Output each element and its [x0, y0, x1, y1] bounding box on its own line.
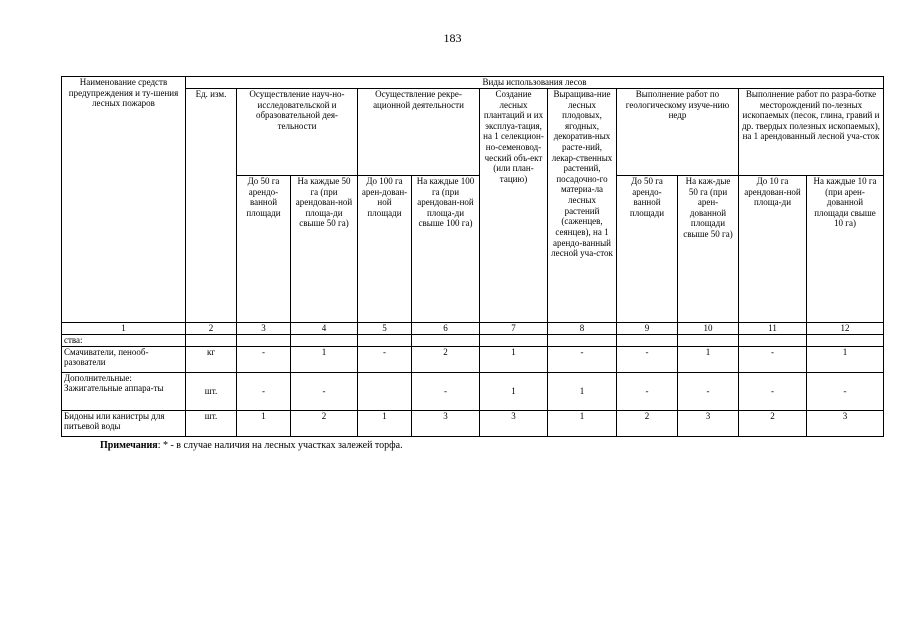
header-research-upto-50: До 50 га арендо-ванной площади [237, 176, 291, 323]
row-value: 3 [678, 410, 739, 436]
column-number: 12 [807, 323, 884, 335]
column-number: 7 [480, 323, 548, 335]
column-number: 3 [237, 323, 291, 335]
header-research-per-50: На каждые 50 га (при арендован-ной площа-ди свыше 50 га) [291, 176, 358, 323]
row-value: 1 [548, 410, 617, 436]
row-value: 1 [548, 372, 617, 410]
row-value: 2 [291, 410, 358, 436]
notes-text: : * - в случае наличия на лесных участках залежей торфа. [157, 440, 403, 451]
header-geology: Выполнение работ по геологическому изуче-нию недр [617, 89, 739, 176]
row-value [617, 335, 678, 347]
row-unit: шт. [186, 410, 237, 436]
table-row [62, 372, 884, 410]
table-row [62, 335, 884, 347]
row-value: 1 [480, 346, 548, 372]
header-geology-upto-50: До 50 га арендо-ванной площади [617, 176, 678, 323]
row-value: 3 [480, 410, 548, 436]
header-minerals-per-10: На каждые 10 га (при арен-дованной площади свыше 10 га) [807, 176, 884, 323]
column-number: 5 [358, 323, 412, 335]
header-plantations: Создание лесных плантаций и их эксплуа-тация, на 1 селекцион-но-семеновод-ческий объ-ект (или план-тацию) [480, 89, 548, 323]
row-value: - [617, 346, 678, 372]
row-value: - [678, 372, 739, 410]
notes-label: Примечания [100, 440, 158, 451]
row-value: - [412, 372, 480, 410]
column-number: 10 [678, 323, 739, 335]
row-value: - [237, 346, 291, 372]
column-number: 4 [291, 323, 358, 335]
row-name: Бидоны или канистры для питьевой воды [62, 410, 186, 436]
header-growing: Выращива-ние лесных плодовых, ягодных, декоратив-ных расте-ний, лекар-ственных растений, посадочно-го материа-ла лесных растений (саженцев, сеянцев), на 1 арендо-ванный лесной уча-сток [548, 89, 617, 323]
column-number: 11 [739, 323, 807, 335]
header-recreation-upto-100: До 100 га арен-дован-ной площади [358, 176, 412, 323]
row-value: - [617, 372, 678, 410]
row-value: 1 [678, 346, 739, 372]
row-value [237, 335, 291, 347]
row-name: Смачиватели, пенооб-разователи [62, 346, 186, 372]
row-value: 2 [739, 410, 807, 436]
row-value [358, 372, 412, 410]
row-value [358, 335, 412, 347]
row-value: - [739, 346, 807, 372]
row-value: 1 [358, 410, 412, 436]
column-number-row [62, 323, 884, 335]
row-unit: кг [186, 346, 237, 372]
row-name: Дополнительные: Зажигательные аппара-ты [62, 372, 186, 410]
row-value [678, 335, 739, 347]
column-number: 9 [617, 323, 678, 335]
row-value [480, 335, 548, 347]
row-value: - [291, 372, 358, 410]
column-number: 2 [186, 323, 237, 335]
column-number: 6 [412, 323, 480, 335]
header-geology-per-50: На каж-дые 50 га (при арен-дованной площади свыше 50 га) [678, 176, 739, 323]
row-value: - [548, 346, 617, 372]
header-recreation: Осуществление рекре-ационной деятельности [358, 89, 480, 176]
header-minerals: Выполнение работ по разра-ботке месторождений по-лезных ископаемых (песок, глина, гравий и др. твердых полезных ископаемых), на 1 арендованный лесной уча-сток [739, 89, 884, 176]
header-unit: Ед. изм. [186, 89, 237, 323]
row-value: 1 [291, 346, 358, 372]
header-recreation-per-100: На каждые 100 га (при арендован-ной площа-ди свыше 100 га) [412, 176, 480, 323]
row-value: - [237, 372, 291, 410]
header-minerals-upto-10: До 10 га арендован-ной площа-ди [739, 176, 807, 323]
row-name: ства: [62, 335, 186, 347]
notes [100, 440, 403, 451]
row-unit [186, 335, 237, 347]
row-value [412, 335, 480, 347]
row-value: 3 [807, 410, 884, 436]
row-value [291, 335, 358, 347]
row-value [739, 335, 807, 347]
forest-fire-equipment-table [61, 76, 884, 437]
row-value [807, 335, 884, 347]
page-number: 183 [443, 31, 462, 45]
column-number: 8 [548, 323, 617, 335]
header-equipment-name: Наименование средств предупреждения и ту-шения лесных пожаров [62, 77, 186, 323]
header-forest-use: Виды использования лесов [186, 77, 884, 89]
header-research: Осуществление науч-но-исследовательской и образовательной дея-тельности [237, 89, 358, 176]
row-value: 3 [412, 410, 480, 436]
table-row [62, 346, 884, 372]
row-value: 1 [807, 346, 884, 372]
row-value: - [358, 346, 412, 372]
row-unit: шт. [186, 372, 237, 410]
column-number: 1 [62, 323, 186, 335]
table-row [62, 410, 884, 436]
row-value: 1 [480, 372, 548, 410]
row-value: - [739, 372, 807, 410]
row-value: 2 [617, 410, 678, 436]
row-value: - [807, 372, 884, 410]
row-value: 1 [237, 410, 291, 436]
row-value: 2 [412, 346, 480, 372]
row-value [548, 335, 617, 347]
